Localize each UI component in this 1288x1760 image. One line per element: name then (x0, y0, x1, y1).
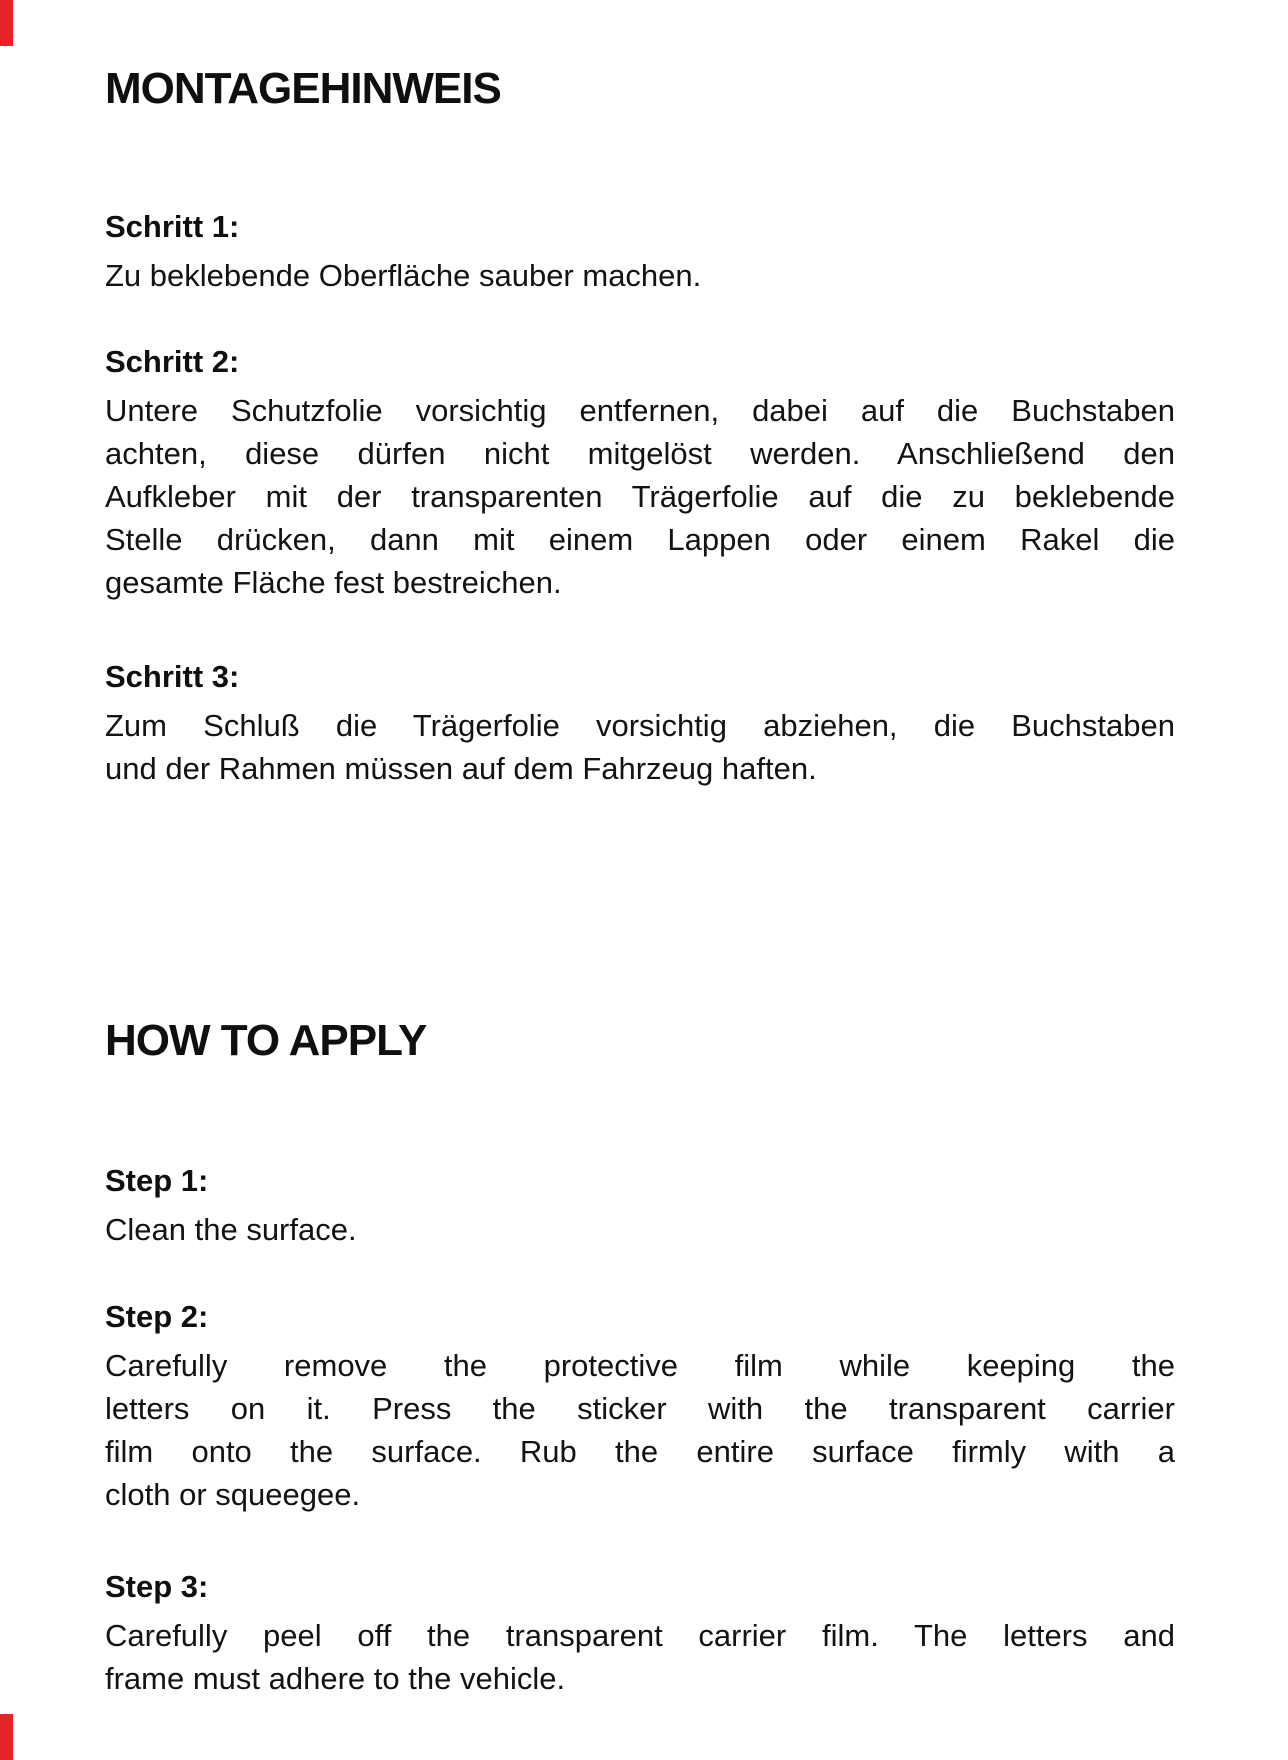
document-body (105, 0, 1175, 1700)
english-step-2 (105, 1295, 1175, 1516)
german-step-2-line: Untere Schutzfolie vorsichtig entfernen, dabei auf die Buchstaben (105, 393, 1175, 428)
german-step-1-heading: Schritt 1: (105, 209, 240, 244)
german-step-1-line: Zu beklebende Oberfläche sauber machen. (105, 258, 702, 293)
english-step-1 (105, 1159, 1175, 1251)
english-step-3 (105, 1565, 1175, 1700)
english-step-1-heading: Step 1: (105, 1163, 209, 1198)
german-step-3 (105, 655, 1175, 790)
german-step-2 (105, 340, 1175, 604)
english-step-2-line: cloth or squeegee. (105, 1477, 361, 1512)
page-edge-marker-bottom (0, 1714, 13, 1760)
german-step-3-line: und der Rahmen müssen auf dem Fahrzeug haften. (105, 751, 817, 786)
german-step-2-line: Aufkleber mit der transparenten Trägerfolie auf die zu beklebende (105, 479, 1175, 514)
page-edge-marker-top (0, 0, 13, 46)
german-step-3-line: Zum Schluß die Trägerfolie vorsichtig abziehen, die Buchstaben (105, 708, 1175, 743)
german-section-title: MONTAGEHINWEIS (105, 64, 501, 113)
german-step-2-line: Stelle drücken, dann mit einem Lappen oder einem Rakel die (105, 522, 1175, 557)
german-step-3-heading: Schritt 3: (105, 659, 240, 694)
english-step-2-line: film onto the surface. Rub the entire surface firmly with a (105, 1434, 1175, 1469)
english-step-3-line: Carefully peel off the transparent carrier film. The letters and (105, 1618, 1175, 1653)
english-step-2-line: letters on it. Press the sticker with the transparent carrier (105, 1391, 1175, 1426)
english-step-3-line: frame must adhere to the vehicle. (105, 1661, 566, 1696)
german-step-2-line: achten, diese dürfen nicht mitgelöst werden. Anschließend den (105, 436, 1175, 471)
english-step-3-heading: Step 3: (105, 1569, 209, 1604)
english-step-2-heading: Step 2: (105, 1299, 209, 1334)
english-step-2-line: Carefully remove the protective film while keeping the (105, 1348, 1175, 1383)
english-step-1-line: Clean the surface. (105, 1212, 357, 1247)
english-section-title: HOW TO APPLY (105, 1016, 427, 1065)
german-step-2-heading: Schritt 2: (105, 344, 240, 379)
german-step-2-line: gesamte Fläche fest bestreichen. (105, 565, 562, 600)
german-step-1 (105, 205, 1175, 297)
